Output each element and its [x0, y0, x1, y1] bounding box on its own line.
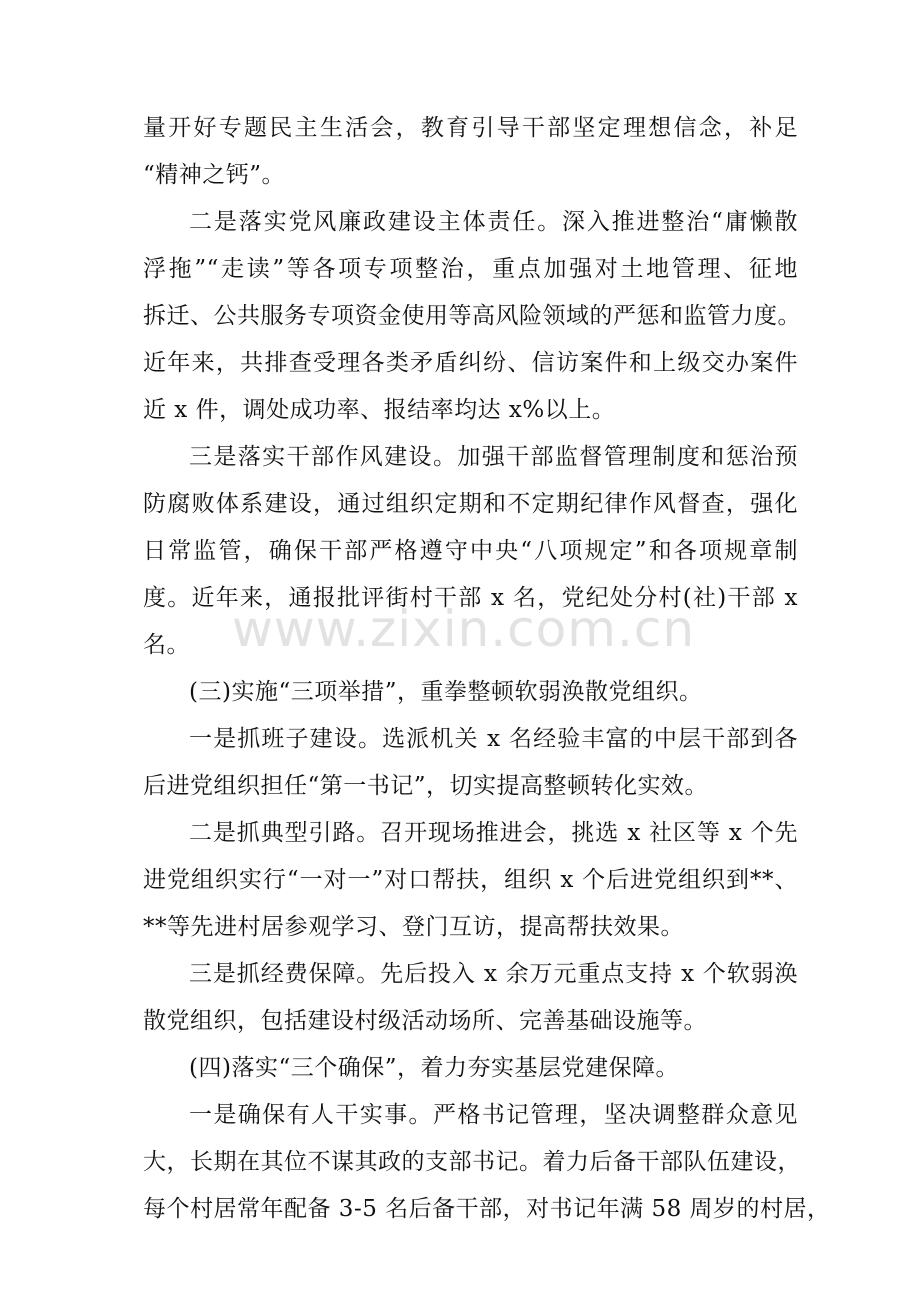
- paragraph-first-line: 三是抓经费保障。先后投入 x 余万元重点支持 x 个软弱涣: [189, 961, 798, 987]
- text-line: 后进党组织担任“第一书记”，切实提高整顿转化实效。: [143, 773, 709, 799]
- text-line: **等先进村居参观学习、登门互访，提高帮扶效果。: [143, 914, 684, 940]
- section-heading: (四)落实“三个确保”，着力夯实基层党建保障。: [189, 1055, 679, 1081]
- text-line: 名。: [143, 632, 190, 658]
- text-line: 防腐败体系建设，通过组织定期和不定期纪律作风督查，强化: [143, 491, 798, 517]
- paragraph-first-line: 二是抓典型引路。召开现场推进会，挑选 x 社区等 x 个先: [189, 820, 798, 846]
- text-line: 日常监管，确保干部严格遵守中央“八项规定”和各项规章制: [143, 538, 798, 564]
- paragraph-first-line: 二是落实党风廉政建设主体责任。深入推进整治“庸懒散: [189, 209, 798, 235]
- paragraph-first-line: 一是确保有人干实事。严格书记管理，坚决调整群众意见: [189, 1102, 798, 1128]
- text-line: “精神之钙”。: [143, 162, 286, 188]
- text-line: 拆迁、公共服务专项资金使用等高风险领域的严惩和监管力度。: [143, 303, 801, 329]
- text-line: 浮拖”“走读”等各项专项整治，重点加强对土地管理、征地: [143, 256, 798, 282]
- text-line: 度。近年来，通报批评街村干部 x 名，党纪处分村(社)干部 x: [143, 585, 798, 611]
- text-line: 散党组织，包括建设村级活动场所、完善基础设施等。: [143, 1008, 707, 1034]
- text-line: 进党组织实行“一对一”对口帮扶，组织 x 个后进党组织到**、: [143, 867, 798, 893]
- section-heading: (三)实施“三项举措”，重拳整顿软弱涣散党组织。: [189, 679, 703, 705]
- paragraph-first-line: 一是抓班子建设。选派机关 x 名经验丰富的中层干部到各: [189, 726, 798, 752]
- paragraph-first-line: 三是落实干部作风建设。加强干部监督管理制度和惩治预: [189, 444, 798, 470]
- text-line: 近年来，共排查受理各类矛盾纠纷、信访案件和上级交办案件: [143, 350, 798, 376]
- text-line: 大，长期在其位不谋其政的支部书记。着力后备干部队伍建设，: [143, 1149, 801, 1175]
- document-body: [143, 105, 831, 1233]
- text-line: 量开好专题民主生活会，教育引导干部坚定理想信念，补足: [143, 115, 798, 141]
- watermark: www.zixin.com.cn: [232, 600, 696, 658]
- text-line: 每个村居常年配备 3-5 名后备干部，对书记年满 58 周岁的村居，: [143, 1196, 831, 1222]
- text-line: 近 x 件，调处成功率、报结率均达 x%以上。: [143, 397, 616, 423]
